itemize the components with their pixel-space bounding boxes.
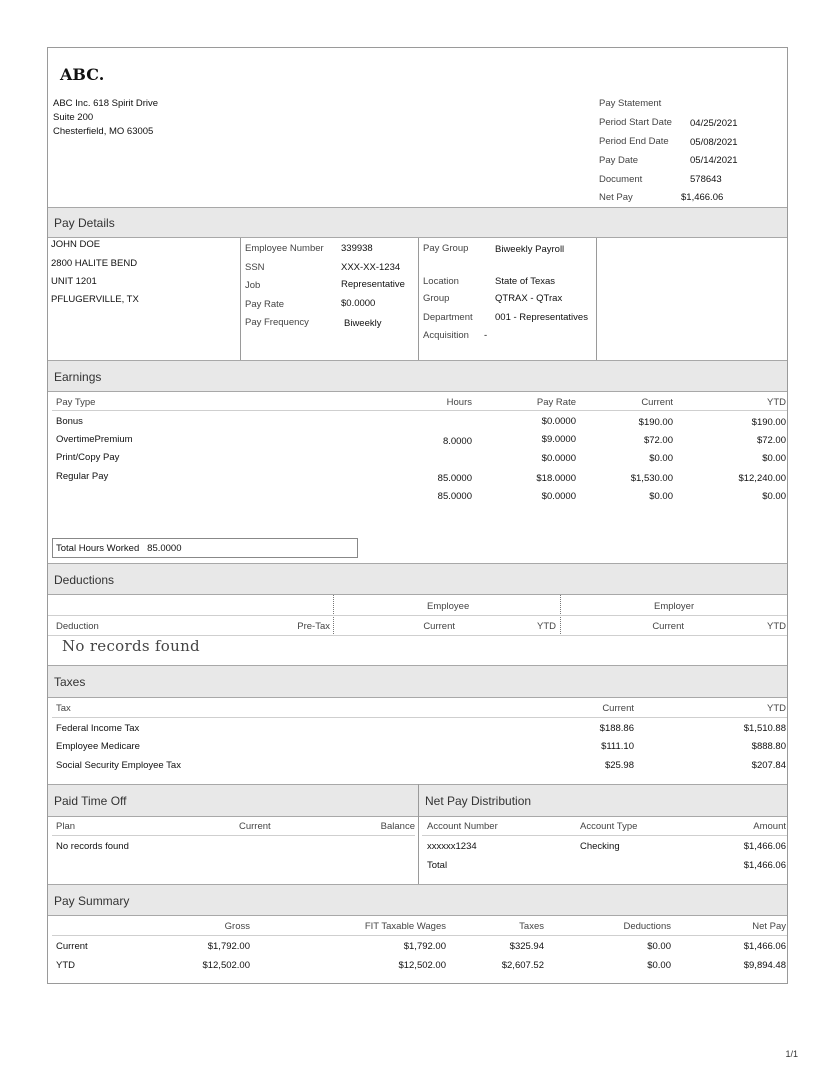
npd-total-label: Total <box>427 860 448 871</box>
acquisition-label: Acquisition <box>423 330 469 341</box>
tax-cell-ytd: $888.80 <box>751 741 786 752</box>
earnings-col-hours: Hours <box>446 397 472 408</box>
earnings-col-ytd: YTD <box>767 397 786 408</box>
summary-col-fit-taxable-wages: FIT Taxable Wages <box>364 921 446 932</box>
summary-cell-gross: $1,792.00 <box>207 941 250 952</box>
pay-summary-header <box>48 884 787 916</box>
pay-frequency-label: Pay Frequency <box>245 317 309 328</box>
npd-total-value: $1,466.06 <box>743 860 786 871</box>
deductions-col-deduction: Deduction <box>56 621 99 632</box>
employee-number-label: Employee Number <box>245 243 324 254</box>
deductions-group-rule <box>48 615 787 616</box>
employee-address-city: PFLUGERVILLE, TX <box>51 294 139 305</box>
taxes-header <box>48 665 787 698</box>
pay-frequency-value: Biweekly <box>344 318 382 329</box>
pay-group-value: Biweekly Payroll <box>495 244 565 255</box>
earnings-cell-current: $0.00 <box>649 453 673 464</box>
summary-cell-fit-taxable-wages: $12,502.00 <box>398 960 446 971</box>
pay-date-value: 05/14/2021 <box>690 155 738 166</box>
tax-cell-name: Federal Income Tax <box>56 723 140 734</box>
summary-cell-fit-taxable-wages: $1,792.00 <box>403 941 446 952</box>
earnings-cell-ytd: $0.00 <box>762 491 786 502</box>
pay-details-header <box>48 207 787 238</box>
company-address-line1: ABC Inc. 618 Spirit Drive <box>53 98 159 109</box>
summary-cell-gross: $12,502.00 <box>202 960 250 971</box>
statement-title: Pay Statement <box>599 98 662 109</box>
earnings-cell-hours: 85.0000 <box>437 473 472 484</box>
employee-number-value: 339938 <box>341 243 373 254</box>
ssn-label: SSN <box>245 262 265 273</box>
deductions-col-pre-tax: Pre-Tax <box>297 621 330 632</box>
taxes-col-tax: Tax <box>56 703 71 714</box>
pay-rate-label: Pay Rate <box>245 299 285 310</box>
tax-cell-name: Social Security Employee Tax <box>56 760 181 771</box>
employee-address-street: 2800 HALITE BEND <box>51 258 138 269</box>
npd-cell-account-number: xxxxxx1234 <box>427 841 477 852</box>
earnings-cell-pay-rate: $18.0000 <box>536 473 576 484</box>
pay-date-label: Pay Date <box>599 155 639 166</box>
npd-cell-account-type: Checking <box>580 841 620 852</box>
earnings-header-rule <box>52 410 787 411</box>
company-address-line2: Suite 200 <box>53 112 94 123</box>
deductions-empty-message: No records found <box>62 637 200 655</box>
page-number: 1/1 <box>785 1049 798 1059</box>
document-value: 578643 <box>690 174 722 185</box>
deductions-group-employer: Employer <box>654 601 695 612</box>
tax-cell-current: $188.86 <box>599 723 634 734</box>
pay-details-divider-2 <box>418 238 419 360</box>
earnings-cell-current: $1,530.00 <box>630 473 673 484</box>
net-pay-label: Net Pay <box>599 192 633 203</box>
npd-header-rule <box>422 835 787 836</box>
summary-col-gross: Gross <box>224 921 250 932</box>
summary-header-rule <box>52 935 787 936</box>
department-value: 001 - Representatives <box>495 312 588 323</box>
taxes-col-current: Current <box>602 703 634 714</box>
earnings-cell-hours: 8.0000 <box>442 436 472 447</box>
period-start-value: 04/25/2021 <box>690 118 738 129</box>
company-address-line3: Chesterfield, MO 63005 <box>53 126 154 137</box>
summary-cell-taxes: $2,607.52 <box>501 960 544 971</box>
deductions-title: Deductions <box>54 573 115 587</box>
summary-cell-deductions: $0.00 <box>647 960 671 971</box>
taxes-title: Taxes <box>54 675 86 689</box>
summary-cell-taxes: $325.94 <box>509 941 544 952</box>
earnings-cell-pay-type: OvertimePremium <box>56 434 133 445</box>
net-pay-value: $1,466.06 <box>681 192 724 203</box>
summary-cell-net-pay: $1,466.06 <box>743 941 786 952</box>
npd-col-amount: Amount <box>753 821 786 832</box>
job-label: Job <box>245 280 261 291</box>
earnings-cell-ytd: $190.00 <box>751 417 786 428</box>
job-value: Representative <box>341 279 405 290</box>
pay-statement-sheet <box>47 47 788 984</box>
earnings-col-current: Current <box>641 397 673 408</box>
earnings-header <box>48 360 787 392</box>
deductions-col-employer-ytd: YTD <box>767 621 786 632</box>
earnings-cell-hours: 85.0000 <box>437 491 472 502</box>
pto-col-balance: Balance <box>380 821 415 832</box>
net-pay-distribution-title: Net Pay Distribution <box>425 794 532 808</box>
location-value: State of Texas <box>495 276 556 287</box>
earnings-cell-ytd: $72.00 <box>756 435 786 446</box>
pto-title: Paid Time Off <box>54 794 127 808</box>
earnings-cell-current: $190.00 <box>638 417 673 428</box>
deductions-header-rule <box>48 635 787 636</box>
total-hours-worked-box <box>52 538 358 558</box>
pay-details-divider-3 <box>596 238 597 360</box>
earnings-col-pay-type: Pay Type <box>56 397 96 408</box>
pto-netpay-divider <box>418 784 419 884</box>
pto-header-rule <box>52 835 415 836</box>
deductions-group-employee: Employee <box>427 601 470 612</box>
summary-cell-deductions: $0.00 <box>647 941 671 952</box>
earnings-cell-pay-type: Regular Pay <box>56 471 109 482</box>
taxes-col-ytd: YTD <box>767 703 786 714</box>
pay-details-divider-1 <box>240 238 241 360</box>
period-end-label: Period End Date <box>599 136 669 147</box>
deductions-col-employer-current: Current <box>652 621 684 632</box>
period-end-value: 05/08/2021 <box>690 137 738 148</box>
npd-col-account-type: Account Type <box>580 821 638 832</box>
npd-cell-amount: $1,466.06 <box>743 841 786 852</box>
tax-cell-ytd: $1,510.88 <box>743 723 786 734</box>
taxes-header-rule <box>52 717 787 718</box>
deductions-header <box>48 563 787 595</box>
earnings-cell-current: $0.00 <box>649 491 673 502</box>
pay-group-label: Pay Group <box>423 243 469 254</box>
pto-col-current: Current <box>239 821 271 832</box>
earnings-cell-pay-type: Bonus <box>56 416 83 427</box>
deductions-col-employee-ytd: YTD <box>537 621 556 632</box>
summary-col-deductions: Deductions <box>623 921 671 932</box>
total-hours-worked-text: Total Hours Worked 85.0000 <box>56 543 182 554</box>
tax-cell-current: $25.98 <box>604 760 634 771</box>
earnings-cell-pay-rate: $0.0000 <box>541 416 576 427</box>
tax-cell-ytd: $207.84 <box>751 760 786 771</box>
pay-summary-title: Pay Summary <box>54 894 130 908</box>
location-label: Location <box>423 276 459 287</box>
company-logo: ABC. <box>60 65 105 84</box>
earnings-cell-ytd: $12,240.00 <box>738 473 786 484</box>
pay-rate-value: $0.0000 <box>341 298 376 309</box>
summary-cell-label: Current <box>56 941 88 952</box>
employee-name: JOHN DOE <box>51 239 101 250</box>
earnings-cell-pay-rate: $9.0000 <box>541 434 576 445</box>
employee-address-unit: UNIT 1201 <box>51 276 97 287</box>
document-label: Document <box>599 174 643 185</box>
group-value: QTRAX - QTrax <box>495 293 563 304</box>
department-label: Department <box>423 312 473 323</box>
earnings-cell-pay-rate: $0.0000 <box>541 491 576 502</box>
tax-cell-current: $111.10 <box>601 741 634 752</box>
earnings-cell-ytd: $0.00 <box>762 453 786 464</box>
deductions-col-employee-current: Current <box>423 621 455 632</box>
npd-col-account-number: Account Number <box>427 821 498 832</box>
acquisition-value: - <box>484 330 488 341</box>
summary-cell-net-pay: $9,894.48 <box>743 960 786 971</box>
tax-cell-name: Employee Medicare <box>56 741 140 752</box>
earnings-cell-pay-rate: $0.0000 <box>541 453 576 464</box>
earnings-cell-current: $72.00 <box>643 435 673 446</box>
earnings-title: Earnings <box>54 370 102 384</box>
summary-col-net-pay: Net Pay <box>752 921 786 932</box>
ssn-value: XXX-XX-1234 <box>341 262 401 273</box>
summary-col-taxes: Taxes <box>519 921 544 932</box>
summary-cell-label: YTD <box>56 960 75 971</box>
group-label: Group <box>423 293 450 304</box>
pto-empty-message: No records found <box>56 841 129 852</box>
pay-details-title: Pay Details <box>54 216 115 230</box>
pto-col-plan: Plan <box>56 821 76 832</box>
earnings-cell-pay-type: Print/Copy Pay <box>56 452 120 463</box>
earnings-col-pay-rate: Pay Rate <box>536 397 576 408</box>
period-start-label: Period Start Date <box>599 117 672 128</box>
